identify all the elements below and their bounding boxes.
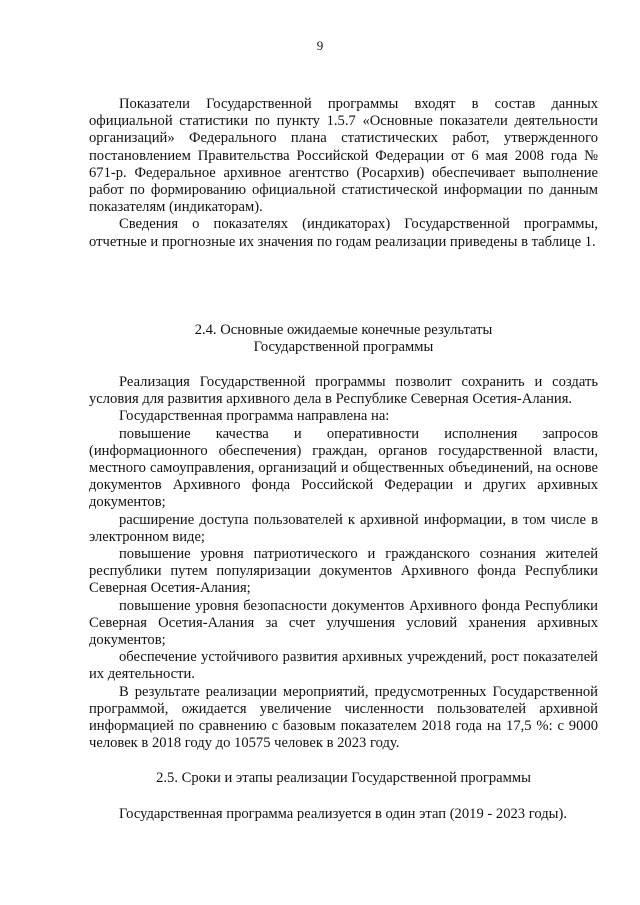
list-item: повышение уровня патриотического и гражданского сознания жителей республики путем популяризации документов Архивного фонда Республики Северная Осетия-Алания; [89,546,598,597]
intro-section [89,96,598,251]
section-2-4-body [89,374,598,752]
paragraph-indicators: Сведения о показателях (индикаторах) Государственной программы, отчетные и прогнозные их значения по годам реализации приведены в таблице 1. [89,216,598,250]
section-2-5-heading: 2.5. Сроки и этапы реализации Государственной программы [156,770,531,786]
paragraph-stages: Государственная программа реализуется в один этап (2019 - 2023 годы). [119,806,567,822]
paragraph-goal: Реализация Государственной программы позволит сохранить и создать условия для развития архивного дела в Республике Северная Осетия-Алания. [89,374,598,408]
section-2-4-heading [89,322,598,356]
paragraph-result: В результате реализации мероприятий, предусмотренных Государственной программой, ожидается увеличение численности пользователей архивной информацией по сравнению с базовым показателем 2018 года на 17,5 %: с 9000 человек в 2018 году до 10575 человек в 2023 году. [89,683,598,752]
paragraph-statistics: Показатели Государственной программы входят в состав данных официальной статистики по пункту 1.5.7 «Основные показатели деятельности организаций» Федерального плана статистических работ, утвержденного постановлением Правительства Российской Федерации от 6 мая 2008 года № 671-р. Федеральное архивное агентство (Росархив) обеспечивает выполнение работ по формированию официальной статистической информации по данным показателям (индикаторам). [89,96,598,216]
heading-line-1: 2.4. Основные ожидаемые конечные результаты [194,322,493,338]
heading-line-2: Государственной программы [253,339,434,356]
page-number: 9 [316,38,324,53]
paragraph-directions: Государственная программа направлена на: [119,408,390,425]
list-item: расширение доступа пользователей к архивной информации, в том числе в электронном виде; [89,511,598,545]
list-item: повышение уровня безопасности документов Архивного фонда Республики Северная Осетия-Алания за счет улучшения условий хранения архивных документов; [89,597,598,649]
list-item: обеспечение устойчивого развития архивных учреждений, рост показателей их деятельности. [89,649,598,683]
section-2-5-body [89,806,598,823]
list-item: повышение качества и оперативности исполнения запросов (информационного обеспечения) граждан, органов государственной власти, местного самоуправления, организаций и общественных объединений, на основе документов Архивного фонда Российской Федерации и других архивных документов; [89,425,598,511]
